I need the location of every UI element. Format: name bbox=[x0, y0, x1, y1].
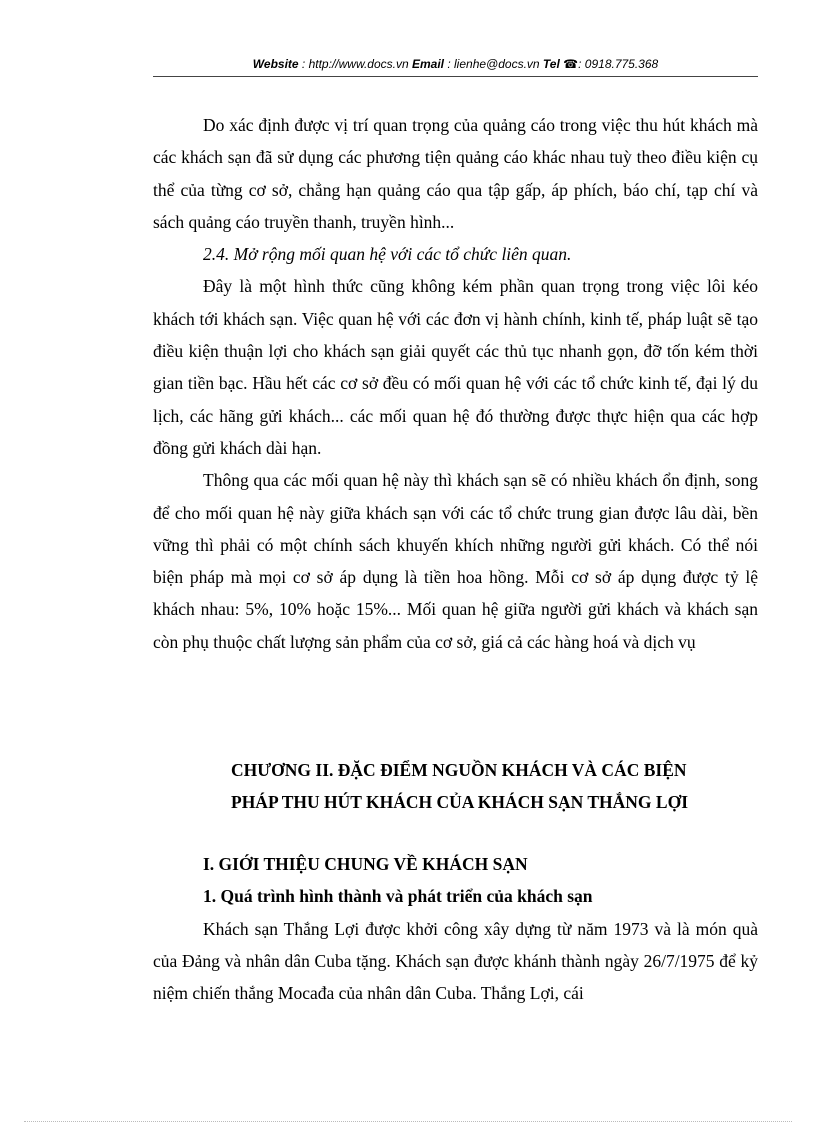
section-title: I. GIỚI THIỆU CHUNG VỀ KHÁCH SẠN bbox=[203, 854, 528, 874]
website-value: : http://www.docs.vn bbox=[301, 57, 409, 71]
chapter-heading bbox=[153, 754, 758, 818]
section-intro bbox=[153, 848, 758, 1009]
tel-value: : 0918.775.368 bbox=[578, 57, 659, 71]
subheading-2-4: 2.4. Mở rộng mối quan hệ với các tổ chức liên quan. bbox=[203, 244, 572, 265]
tel-label: Tel bbox=[542, 57, 560, 71]
phone-icon: ☎ bbox=[563, 57, 579, 71]
body-text bbox=[153, 109, 758, 658]
paragraph-advertising: Do xác định được vị trí quan trọng của quảng cáo trong việc thu hút khách mà các khách sạn đã sử dụng các phương tiện quảng cáo khác nhau tuỳ theo điều kiện cụ thể của từng cơ sở, chẳng hạn quảng cáo qua tập gấp, áp phích, báo chí, tạp chí và sách quảng cáo truyền thanh, truyền hình... bbox=[153, 115, 758, 232]
paragraph-commission: Thông qua các mối quan hệ này thì khách sạn sẽ có nhiều khách ổn định, song để cho mối quan hệ này giữa khách sạn với các tổ chức trung gian được lâu dài, bền vững thì phải có một chính sách khuyến khích những người gửi khách. Có thể nói biện pháp mà mọi cơ sở áp dụng là tiền hoa hồng. Mỗi cơ sở áp dụng được tỷ lệ khách nhau: 5%, 10% hoặc 15%... Mối quan hệ giữa người gửi khách và khách sạn còn phụ thuộc chất lượng sản phẩm của cơ sở, giá cả các hàng hoá và dịch vụ bbox=[153, 470, 758, 652]
page-bottom-divider bbox=[24, 1121, 792, 1122]
section-subtitle: 1. Quá trình hình thành và phát triển của khách sạn bbox=[203, 886, 593, 907]
email-label: Email bbox=[411, 57, 444, 71]
paragraph-history: Khách sạn Thắng Lợi được khởi công xây dựng từ năm 1973 và là món quà của Đảng và nhân dân Cuba tặng. Khách sạn được khánh thành ngày 26/7/1975 để kỷ niệm chiến thắng Mocađa của nhân dân Cuba. Thắng Lợi, cái bbox=[153, 918, 758, 1004]
website-label: Website bbox=[252, 57, 299, 71]
email-value: : lienhe@docs.vn bbox=[447, 57, 540, 71]
chapter-title-line-2: PHÁP THU HÚT KHÁCH CỦA KHÁCH SẠN THẮNG LỢI bbox=[231, 792, 689, 812]
paragraph-relations: Đây là một hình thức cũng không kém phần quan trọng trong việc lôi kéo khách tới khách sạn. Việc quan hệ với các đơn vị hành chính, kinh tế, pháp luật sẽ tạo điều kiện thuận lợi cho khách sạn giải quyết các thủ tục nhanh gọn, đỡ tốn kém thời gian tiền bạc. Hầu hết các cơ sở đều có mối quan hệ với các tổ chức kinh tế, đại lý du lịch, các hãng gửi khách... các mối quan hệ đó thường được thực hiện qua các hợp đồng gửi khách dài hạn. bbox=[153, 276, 758, 458]
header-divider bbox=[153, 76, 758, 77]
chapter-title-line-1: CHƯƠNG II. ĐẶC ĐIỂM NGUỒN KHÁCH VÀ CÁC BIỆN bbox=[231, 760, 687, 780]
page-header bbox=[153, 56, 758, 72]
